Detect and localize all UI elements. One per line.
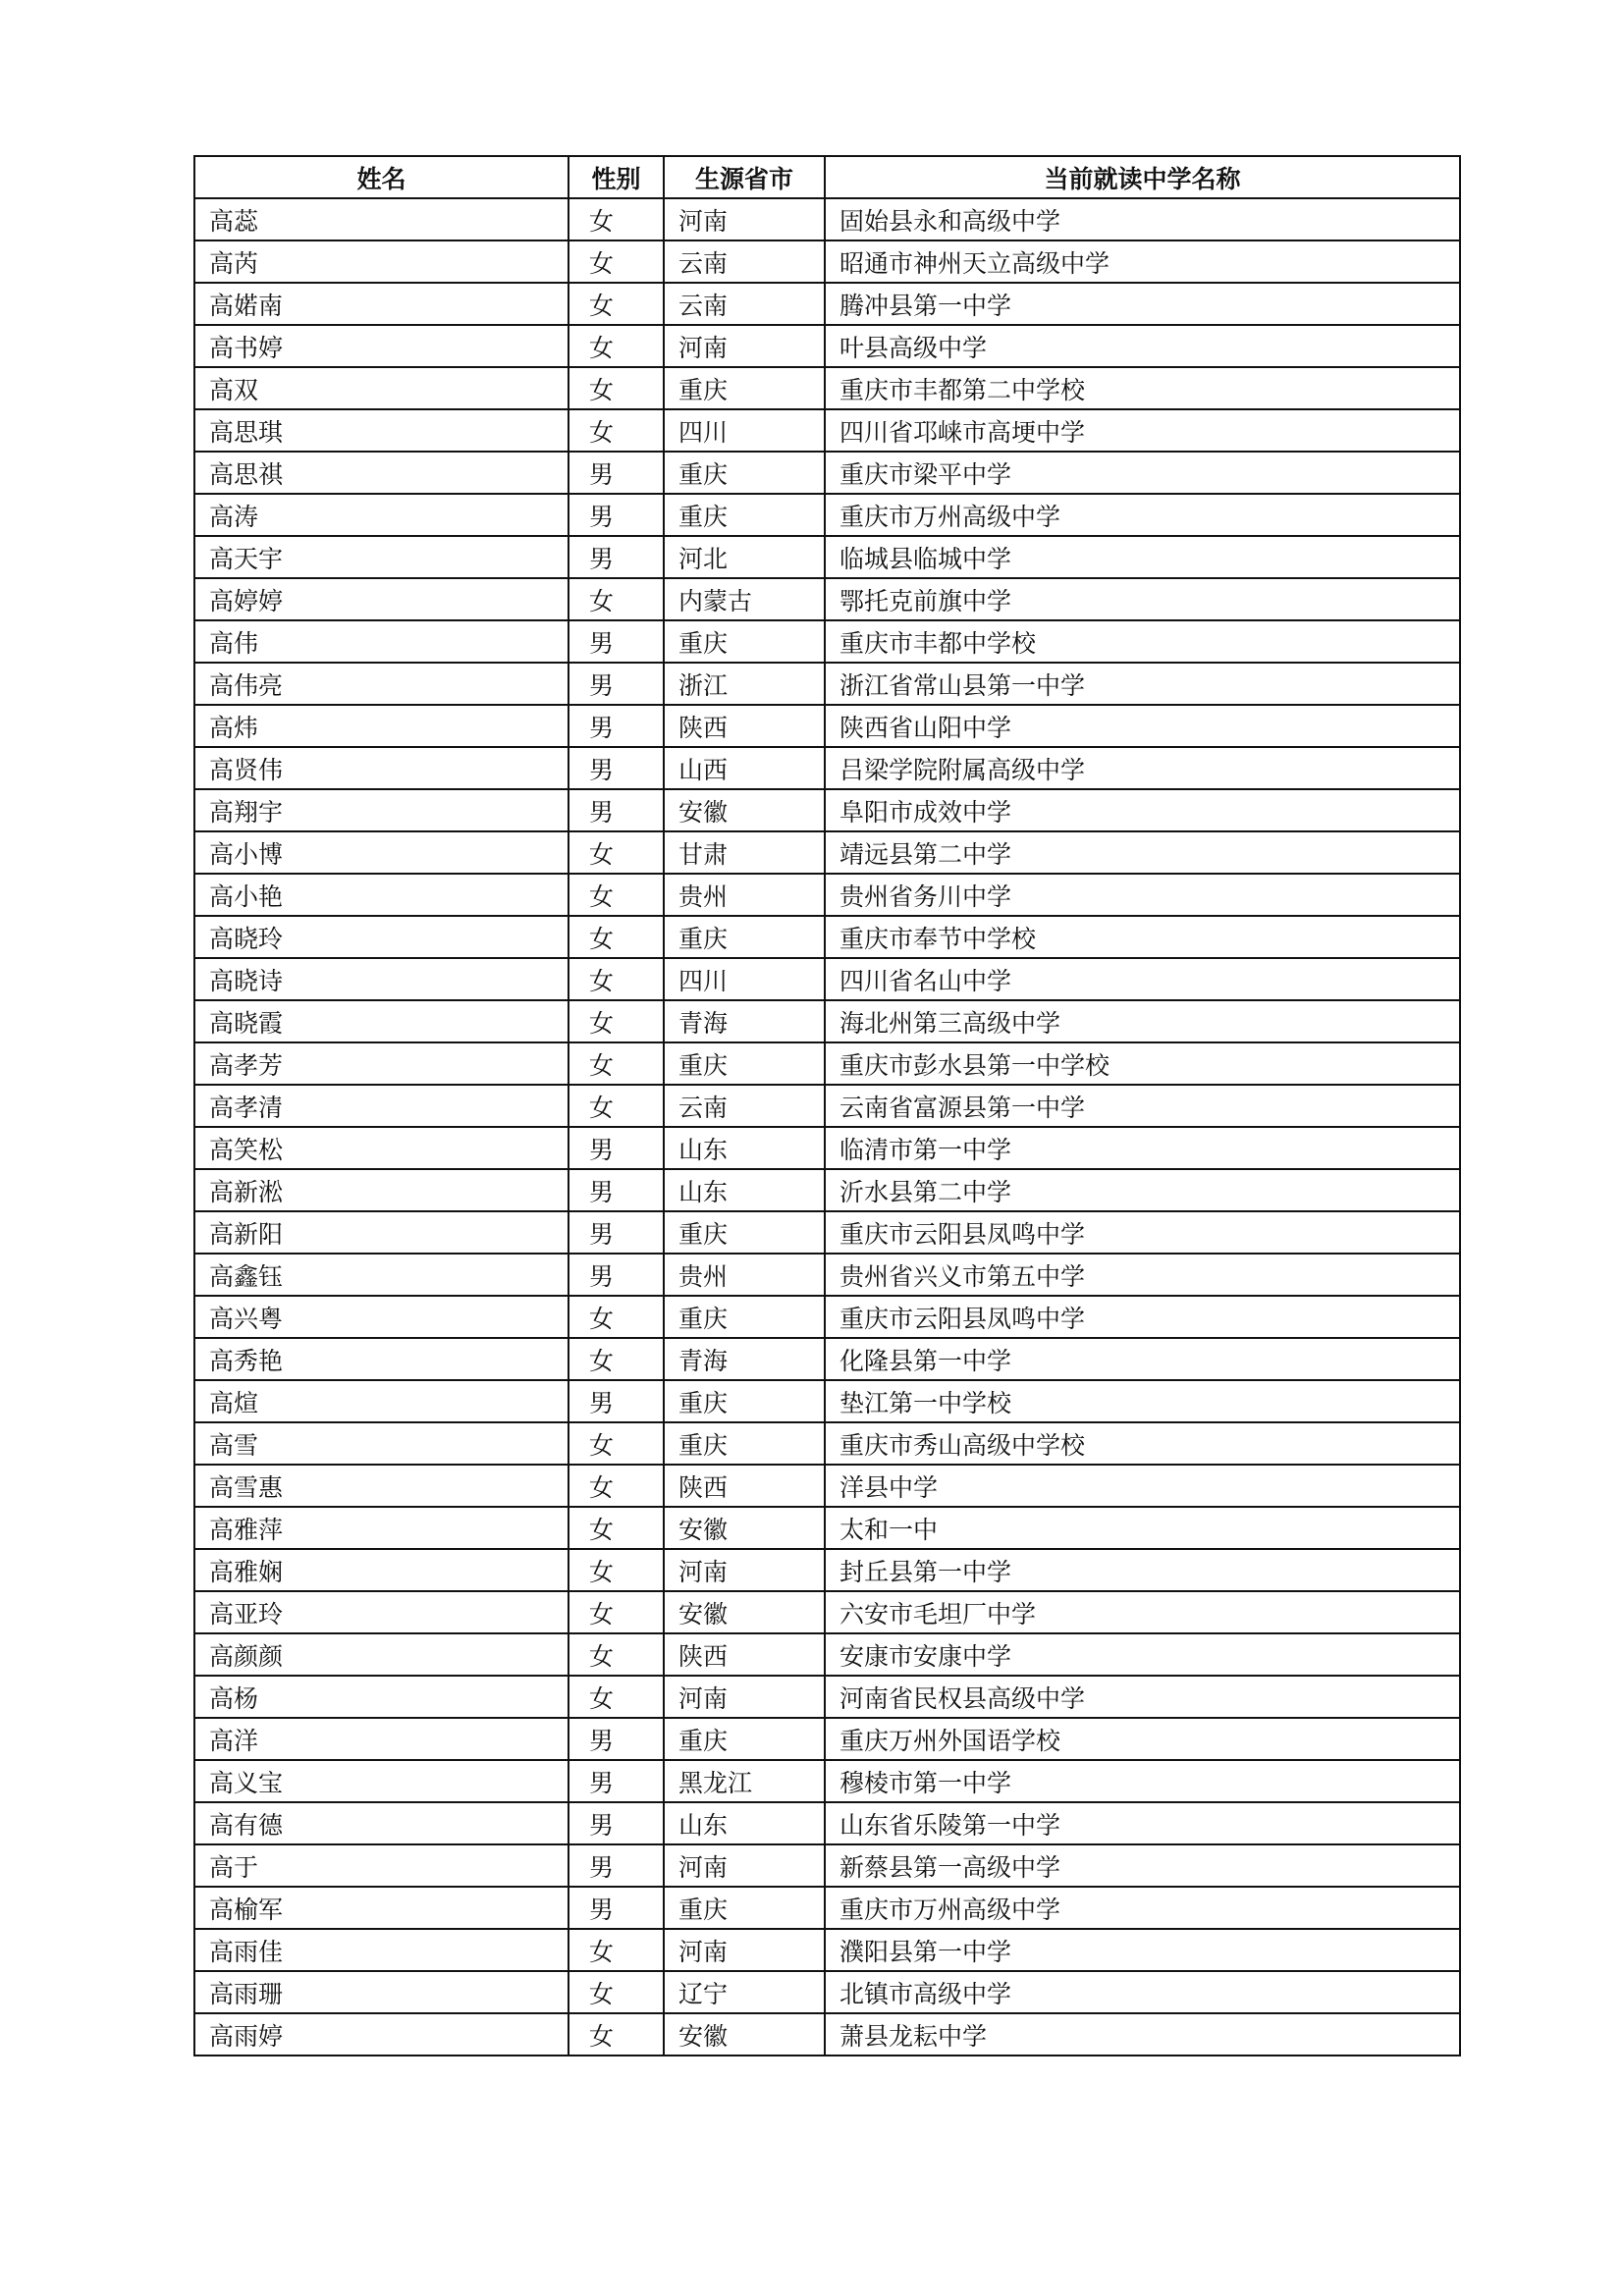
- cell-province: 山东: [664, 1127, 825, 1169]
- cell-province: 河南: [664, 1676, 825, 1718]
- table-row: [194, 1929, 1460, 1971]
- cell-school: 沂水县第二中学: [825, 1169, 1460, 1211]
- table-row: [194, 1465, 1460, 1507]
- cell-gender: 女: [568, 578, 664, 620]
- cell-province: 浙江: [664, 663, 825, 705]
- cell-gender: 女: [568, 958, 664, 1000]
- header-province: 生源省市: [664, 156, 825, 198]
- cell-gender: 女: [568, 1042, 664, 1085]
- cell-province: 安徽: [664, 789, 825, 831]
- cell-name: 高晓霞: [194, 1000, 568, 1042]
- cell-school: 重庆市云阳县凤鸣中学: [825, 1211, 1460, 1254]
- cell-name: 高贤伟: [194, 747, 568, 789]
- table-row: [194, 1633, 1460, 1676]
- cell-school: 贵州省兴义市第五中学: [825, 1254, 1460, 1296]
- cell-gender: 女: [568, 874, 664, 916]
- cell-gender: 女: [568, 283, 664, 325]
- cell-gender: 男: [568, 452, 664, 494]
- cell-name: 高兴粤: [194, 1296, 568, 1338]
- cell-name: 高颜颜: [194, 1633, 568, 1676]
- cell-province: 重庆: [664, 1887, 825, 1929]
- cell-gender: 男: [568, 1887, 664, 1929]
- table-row: [194, 283, 1460, 325]
- cell-name: 高义宝: [194, 1760, 568, 1802]
- cell-gender: 男: [568, 620, 664, 663]
- cell-gender: 女: [568, 916, 664, 958]
- cell-name: 高伟: [194, 620, 568, 663]
- cell-province: 重庆: [664, 1296, 825, 1338]
- cell-province: 四川: [664, 409, 825, 452]
- cell-gender: 男: [568, 494, 664, 536]
- cell-province: 河南: [664, 198, 825, 240]
- student-table: [193, 155, 1461, 2056]
- cell-province: 河南: [664, 1549, 825, 1591]
- cell-school: 重庆市梁平中学: [825, 452, 1460, 494]
- cell-name: 高翔宇: [194, 789, 568, 831]
- cell-school: 浙江省常山县第一中学: [825, 663, 1460, 705]
- cell-gender: 女: [568, 1507, 664, 1549]
- cell-gender: 男: [568, 1127, 664, 1169]
- cell-school: 重庆市万州高级中学: [825, 494, 1460, 536]
- cell-province: 安徽: [664, 2013, 825, 2056]
- table-row: [194, 1254, 1460, 1296]
- cell-school: 靖远县第二中学: [825, 831, 1460, 874]
- cell-school: 太和一中: [825, 1507, 1460, 1549]
- cell-gender: 女: [568, 1929, 664, 1971]
- cell-name: 高书婷: [194, 325, 568, 367]
- cell-name: 高雨珊: [194, 1971, 568, 2013]
- cell-province: 青海: [664, 1000, 825, 1042]
- cell-gender: 女: [568, 409, 664, 452]
- table-row: [194, 1127, 1460, 1169]
- cell-province: 重庆: [664, 620, 825, 663]
- cell-province: 云南: [664, 1085, 825, 1127]
- cell-province: 重庆: [664, 1042, 825, 1085]
- cell-gender: 女: [568, 1591, 664, 1633]
- cell-school: 重庆市彭水县第一中学校: [825, 1042, 1460, 1085]
- cell-name: 高秀艳: [194, 1338, 568, 1380]
- cell-gender: 男: [568, 747, 664, 789]
- cell-gender: 女: [568, 1000, 664, 1042]
- table-row: [194, 198, 1460, 240]
- cell-province: 贵州: [664, 1254, 825, 1296]
- cell-province: 重庆: [664, 1380, 825, 1422]
- table-row: [194, 2013, 1460, 2056]
- cell-gender: 女: [568, 1549, 664, 1591]
- cell-gender: 男: [568, 536, 664, 578]
- cell-name: 高杨: [194, 1676, 568, 1718]
- cell-school: 四川省名山中学: [825, 958, 1460, 1000]
- cell-name: 高新淞: [194, 1169, 568, 1211]
- table-row: [194, 1676, 1460, 1718]
- cell-school: 重庆市丰都中学校: [825, 620, 1460, 663]
- cell-gender: 男: [568, 1802, 664, 1844]
- cell-province: 重庆: [664, 452, 825, 494]
- cell-province: 陕西: [664, 705, 825, 747]
- cell-name: 高有德: [194, 1802, 568, 1844]
- header-row: [194, 156, 1460, 198]
- cell-gender: 女: [568, 367, 664, 409]
- cell-name: 高新阳: [194, 1211, 568, 1254]
- table-row: [194, 1042, 1460, 1085]
- table-row: [194, 1549, 1460, 1591]
- cell-province: 云南: [664, 283, 825, 325]
- cell-name: 高雪惠: [194, 1465, 568, 1507]
- table-row: [194, 1085, 1460, 1127]
- table-row: [194, 916, 1460, 958]
- cell-province: 黑龙江: [664, 1760, 825, 1802]
- cell-province: 四川: [664, 958, 825, 1000]
- table-row: [194, 620, 1460, 663]
- cell-gender: 男: [568, 1718, 664, 1760]
- cell-name: 高雅娴: [194, 1549, 568, 1591]
- cell-school: 重庆市奉节中学校: [825, 916, 1460, 958]
- cell-province: 安徽: [664, 1591, 825, 1633]
- cell-gender: 女: [568, 2013, 664, 2056]
- cell-gender: 女: [568, 1085, 664, 1127]
- cell-school: 海北州第三高级中学: [825, 1000, 1460, 1042]
- cell-school: 化隆县第一中学: [825, 1338, 1460, 1380]
- table-row: [194, 705, 1460, 747]
- cell-province: 云南: [664, 240, 825, 283]
- cell-school: 穆棱市第一中学: [825, 1760, 1460, 1802]
- cell-province: 重庆: [664, 367, 825, 409]
- cell-province: 青海: [664, 1338, 825, 1380]
- table-row: [194, 578, 1460, 620]
- cell-gender: 女: [568, 1676, 664, 1718]
- cell-school: 临清市第一中学: [825, 1127, 1460, 1169]
- cell-gender: 男: [568, 705, 664, 747]
- cell-gender: 女: [568, 1971, 664, 2013]
- cell-school: 固始县永和高级中学: [825, 198, 1460, 240]
- cell-name: 高晓诗: [194, 958, 568, 1000]
- cell-name: 高双: [194, 367, 568, 409]
- cell-name: 高孝芳: [194, 1042, 568, 1085]
- cell-name: 高鑫钰: [194, 1254, 568, 1296]
- table-row: [194, 1296, 1460, 1338]
- cell-gender: 男: [568, 663, 664, 705]
- cell-school: 鄂托克前旗中学: [825, 578, 1460, 620]
- cell-school: 濮阳县第一中学: [825, 1929, 1460, 1971]
- table-row: [194, 1887, 1460, 1929]
- cell-province: 贵州: [664, 874, 825, 916]
- cell-name: 高亚玲: [194, 1591, 568, 1633]
- cell-name: 高笑松: [194, 1127, 568, 1169]
- cell-name: 高天宇: [194, 536, 568, 578]
- cell-gender: 女: [568, 1465, 664, 1507]
- table-row: [194, 240, 1460, 283]
- table-row: [194, 409, 1460, 452]
- cell-school: 重庆市云阳县凤鸣中学: [825, 1296, 1460, 1338]
- cell-school: 重庆市万州高级中学: [825, 1887, 1460, 1929]
- cell-province: 内蒙古: [664, 578, 825, 620]
- table-row: [194, 1338, 1460, 1380]
- cell-province: 重庆: [664, 494, 825, 536]
- cell-name: 高于: [194, 1844, 568, 1887]
- cell-name: 高思琪: [194, 409, 568, 452]
- cell-school: 萧县龙耘中学: [825, 2013, 1460, 2056]
- table-row: [194, 1844, 1460, 1887]
- cell-school: 云南省富源县第一中学: [825, 1085, 1460, 1127]
- cell-school: 阜阳市成效中学: [825, 789, 1460, 831]
- cell-gender: 男: [568, 1211, 664, 1254]
- cell-name: 高孝清: [194, 1085, 568, 1127]
- cell-gender: 男: [568, 789, 664, 831]
- cell-name: 高雨婷: [194, 2013, 568, 2056]
- cell-name: 高涛: [194, 494, 568, 536]
- header-school: 当前就读中学名称: [825, 156, 1460, 198]
- cell-gender: 女: [568, 1338, 664, 1380]
- cell-gender: 女: [568, 831, 664, 874]
- table-row: [194, 325, 1460, 367]
- cell-school: 封丘县第一中学: [825, 1549, 1460, 1591]
- table-row: [194, 747, 1460, 789]
- table-row: [194, 831, 1460, 874]
- cell-name: 高小艳: [194, 874, 568, 916]
- cell-school: 昭通市神州天立高级中学: [825, 240, 1460, 283]
- cell-gender: 男: [568, 1760, 664, 1802]
- cell-school: 重庆市丰都第二中学校: [825, 367, 1460, 409]
- cell-province: 重庆: [664, 916, 825, 958]
- cell-gender: 女: [568, 1633, 664, 1676]
- cell-name: 高婷婷: [194, 578, 568, 620]
- table-row: [194, 1971, 1460, 2013]
- table-row: [194, 1380, 1460, 1422]
- table-row: [194, 958, 1460, 1000]
- cell-school: 山东省乐陵第一中学: [825, 1802, 1460, 1844]
- cell-province: 辽宁: [664, 1971, 825, 2013]
- cell-school: 叶县高级中学: [825, 325, 1460, 367]
- cell-school: 陕西省山阳中学: [825, 705, 1460, 747]
- cell-province: 陕西: [664, 1633, 825, 1676]
- cell-province: 河北: [664, 536, 825, 578]
- cell-name: 高婼南: [194, 283, 568, 325]
- cell-school: 临城县临城中学: [825, 536, 1460, 578]
- cell-province: 甘肃: [664, 831, 825, 874]
- table-row: [194, 1211, 1460, 1254]
- cell-province: 重庆: [664, 1211, 825, 1254]
- table-row: [194, 1000, 1460, 1042]
- cell-province: 河南: [664, 1929, 825, 1971]
- cell-school: 重庆市秀山高级中学校: [825, 1422, 1460, 1465]
- cell-name: 高炜: [194, 705, 568, 747]
- cell-province: 河南: [664, 325, 825, 367]
- cell-school: 重庆万州外国语学校: [825, 1718, 1460, 1760]
- cell-name: 高榆军: [194, 1887, 568, 1929]
- cell-gender: 男: [568, 1169, 664, 1211]
- cell-name: 高蕊: [194, 198, 568, 240]
- cell-name: 高煊: [194, 1380, 568, 1422]
- cell-name: 高小博: [194, 831, 568, 874]
- table-row: [194, 1507, 1460, 1549]
- header-gender: 性别: [568, 156, 664, 198]
- table-row: [194, 367, 1460, 409]
- cell-province: 山东: [664, 1169, 825, 1211]
- cell-province: 安徽: [664, 1507, 825, 1549]
- cell-school: 北镇市高级中学: [825, 1971, 1460, 2013]
- table-row: [194, 1718, 1460, 1760]
- table-row: [194, 874, 1460, 916]
- table-row: [194, 789, 1460, 831]
- cell-province: 山东: [664, 1802, 825, 1844]
- cell-gender: 男: [568, 1254, 664, 1296]
- cell-province: 陕西: [664, 1465, 825, 1507]
- table-row: [194, 494, 1460, 536]
- cell-gender: 女: [568, 240, 664, 283]
- cell-province: 重庆: [664, 1422, 825, 1465]
- table-row: [194, 1169, 1460, 1211]
- table-row: [194, 1802, 1460, 1844]
- cell-name: 高雪: [194, 1422, 568, 1465]
- cell-province: 河南: [664, 1844, 825, 1887]
- cell-gender: 男: [568, 1380, 664, 1422]
- cell-gender: 女: [568, 325, 664, 367]
- cell-name: 高芮: [194, 240, 568, 283]
- cell-name: 高伟亮: [194, 663, 568, 705]
- cell-name: 高思祺: [194, 452, 568, 494]
- cell-gender: 男: [568, 1844, 664, 1887]
- table-row: [194, 1760, 1460, 1802]
- cell-school: 贵州省务川中学: [825, 874, 1460, 916]
- cell-province: 山西: [664, 747, 825, 789]
- cell-school: 四川省邛崃市高埂中学: [825, 409, 1460, 452]
- cell-name: 高雨佳: [194, 1929, 568, 1971]
- cell-school: 河南省民权县高级中学: [825, 1676, 1460, 1718]
- table-row: [194, 452, 1460, 494]
- table-row: [194, 1591, 1460, 1633]
- cell-school: 洋县中学: [825, 1465, 1460, 1507]
- table-row: [194, 1422, 1460, 1465]
- cell-school: 吕梁学院附属高级中学: [825, 747, 1460, 789]
- cell-school: 六安市毛坦厂中学: [825, 1591, 1460, 1633]
- cell-school: 新蔡县第一高级中学: [825, 1844, 1460, 1887]
- cell-gender: 女: [568, 1422, 664, 1465]
- table-row: [194, 536, 1460, 578]
- table-row: [194, 663, 1460, 705]
- cell-name: 高雅萍: [194, 1507, 568, 1549]
- cell-name: 高晓玲: [194, 916, 568, 958]
- header-name: 姓名: [194, 156, 568, 198]
- cell-school: 腾冲县第一中学: [825, 283, 1460, 325]
- cell-gender: 女: [568, 1296, 664, 1338]
- cell-province: 重庆: [664, 1718, 825, 1760]
- cell-gender: 女: [568, 198, 664, 240]
- cell-school: 安康市安康中学: [825, 1633, 1460, 1676]
- cell-name: 高洋: [194, 1718, 568, 1760]
- cell-school: 垫江第一中学校: [825, 1380, 1460, 1422]
